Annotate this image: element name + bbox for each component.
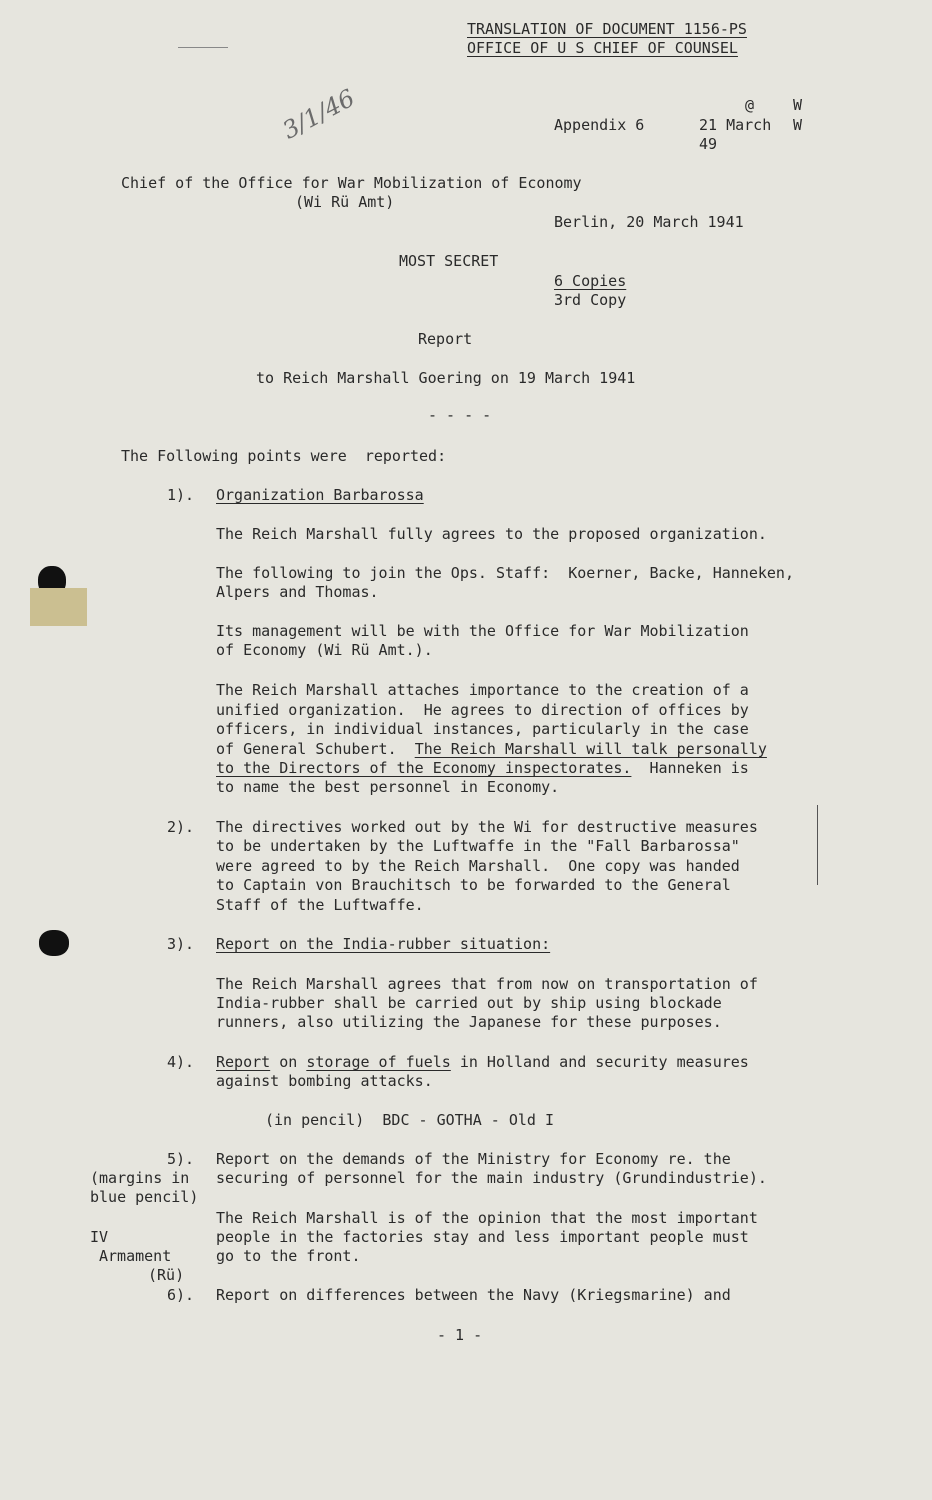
- report-title: Report: [418, 330, 473, 348]
- copies-copy: 3rd Copy: [554, 291, 627, 309]
- margin-note-5: (Rü): [148, 1266, 185, 1284]
- item-4-number: 4).: [167, 1053, 195, 1071]
- tape-mark: [30, 588, 87, 626]
- page-number: - 1 -: [437, 1326, 483, 1344]
- item-2-number: 2).: [167, 818, 195, 836]
- margin-note-2: blue pencil): [90, 1188, 199, 1206]
- item-5-line-2: securing of personnel for the main industry (Grundindustrie).: [216, 1169, 767, 1187]
- item-5-line-1: Report on the demands of the Ministry for Economy re. the: [216, 1150, 731, 1168]
- item-5-line-3: The Reich Marshall is of the opinion that the most important: [216, 1209, 758, 1227]
- classification: MOST SECRET: [399, 252, 499, 270]
- margin-note-4: Armament: [99, 1247, 172, 1265]
- item-1-para-3a: Its management will be with the Office for War Mobilization: [216, 622, 749, 640]
- item-4-heading: [216, 1053, 749, 1072]
- item-1-para-4b: unified organization. He agrees to direction of offices by: [216, 701, 749, 719]
- header-line-1: TRANSLATION OF DOCUMENT 1156-PS: [467, 20, 747, 38]
- margin-line: [817, 805, 818, 885]
- stamp-mark-3: W: [793, 116, 803, 134]
- item-1-para-2b: Alpers and Thomas.: [216, 583, 379, 601]
- item-1-para-4d-text: of General Schubert.: [216, 740, 397, 758]
- item-1-para-4e: [216, 759, 749, 778]
- item-2-line-5: Staff of the Luftwaffe.: [216, 896, 424, 914]
- place-date: Berlin, 20 March 1941: [554, 213, 744, 231]
- item-1-para-4d-underlined: The Reich Marshall will talk personally: [414, 740, 767, 758]
- item-5-number: 5).: [167, 1150, 195, 1168]
- stamp-mark-1: @: [745, 96, 755, 114]
- item-2-line-2: to be undertaken by the Luftwaffe in the "Fall Barbarossa": [216, 837, 740, 855]
- hole-punch-mark: [39, 930, 69, 956]
- item-1-para-4d: [216, 740, 767, 759]
- report-subtitle: to Reich Marshall Goering on 19 March 1941: [256, 369, 636, 387]
- sender-title: Chief of the Office for War Mobilization of Economy: [121, 174, 582, 192]
- margin-note-3: IV: [90, 1228, 109, 1246]
- intro-text: The Following points were reported:: [121, 447, 447, 465]
- stray-mark: [178, 47, 228, 48]
- item-2-line-3: were agreed to by the Reich Marshall. One copy was handed: [216, 857, 740, 875]
- appendix-number: 49: [699, 135, 718, 153]
- item-6-number: 6).: [167, 1286, 195, 1304]
- separator: - - - -: [428, 406, 492, 424]
- item-1-para-2a: The following to join the Ops. Staff: Koerner, Backe, Hanneken,: [216, 564, 794, 582]
- header-line-2: OFFICE OF U S CHIEF OF COUNSEL: [467, 39, 738, 57]
- margin-note-1: (margins in: [90, 1169, 190, 1187]
- item-6-line-1: Report on differences between the Navy (Kriegsmarine) and: [216, 1286, 731, 1304]
- stamp-mark-2: W: [793, 96, 803, 114]
- item-3-line-1: The Reich Marshall agrees that from now on transportation of: [216, 975, 758, 993]
- item-3-line-2: India-rubber shall be carried out by ship using blockade: [216, 994, 722, 1012]
- copies-count: 6 Copies: [554, 272, 627, 290]
- item-4-heading-b: on: [270, 1053, 307, 1071]
- item-3-heading: Report on the India-rubber situation:: [216, 935, 551, 953]
- item-1-para-4f: to name the best personnel in Economy.: [216, 778, 560, 796]
- item-1-para-1: The Reich Marshall fully agrees to the proposed organization.: [216, 525, 767, 543]
- sender-abbr: (Wi Rü Amt): [295, 193, 395, 211]
- item-4-heading-d: in Holland and security measures: [450, 1053, 749, 1071]
- item-2-line-4: to Captain von Brauchitsch to be forwarded to the General: [216, 876, 731, 894]
- item-1-para-4a: The Reich Marshall attaches importance to the creation of a: [216, 681, 749, 699]
- item-3-line-3: runners, also utilizing the Japanese for these purposes.: [216, 1013, 722, 1031]
- item-1-para-4e-text: Hanneken is: [631, 759, 749, 777]
- item-4-heading-c: storage of fuels: [306, 1053, 451, 1071]
- item-1-heading: Organization Barbarossa: [216, 486, 424, 504]
- handwritten-date: 3/1/46: [278, 83, 360, 145]
- item-4-pencil-note: (in pencil) BDC - GOTHA - Old I: [265, 1111, 554, 1129]
- item-5-line-5: go to the front.: [216, 1247, 361, 1265]
- item-3-number: 3).: [167, 935, 195, 953]
- item-2-line-1: The directives worked out by the Wi for destructive measures: [216, 818, 758, 836]
- item-1-number: 1).: [167, 486, 195, 504]
- item-1-para-3b: of Economy (Wi Rü Amt.).: [216, 641, 433, 659]
- item-4-heading-a: Report: [216, 1053, 271, 1071]
- item-4-line-2: against bombing attacks.: [216, 1072, 433, 1090]
- item-5-line-4: people in the factories stay and less important people must: [216, 1228, 749, 1246]
- appendix-date: 21 March: [699, 116, 772, 134]
- appendix-label: Appendix 6: [554, 116, 645, 134]
- item-1-para-4e-underlined: to the Directors of the Economy inspectorates.: [216, 759, 632, 777]
- item-1-para-4c: officers, in individual instances, particularly in the case: [216, 720, 749, 738]
